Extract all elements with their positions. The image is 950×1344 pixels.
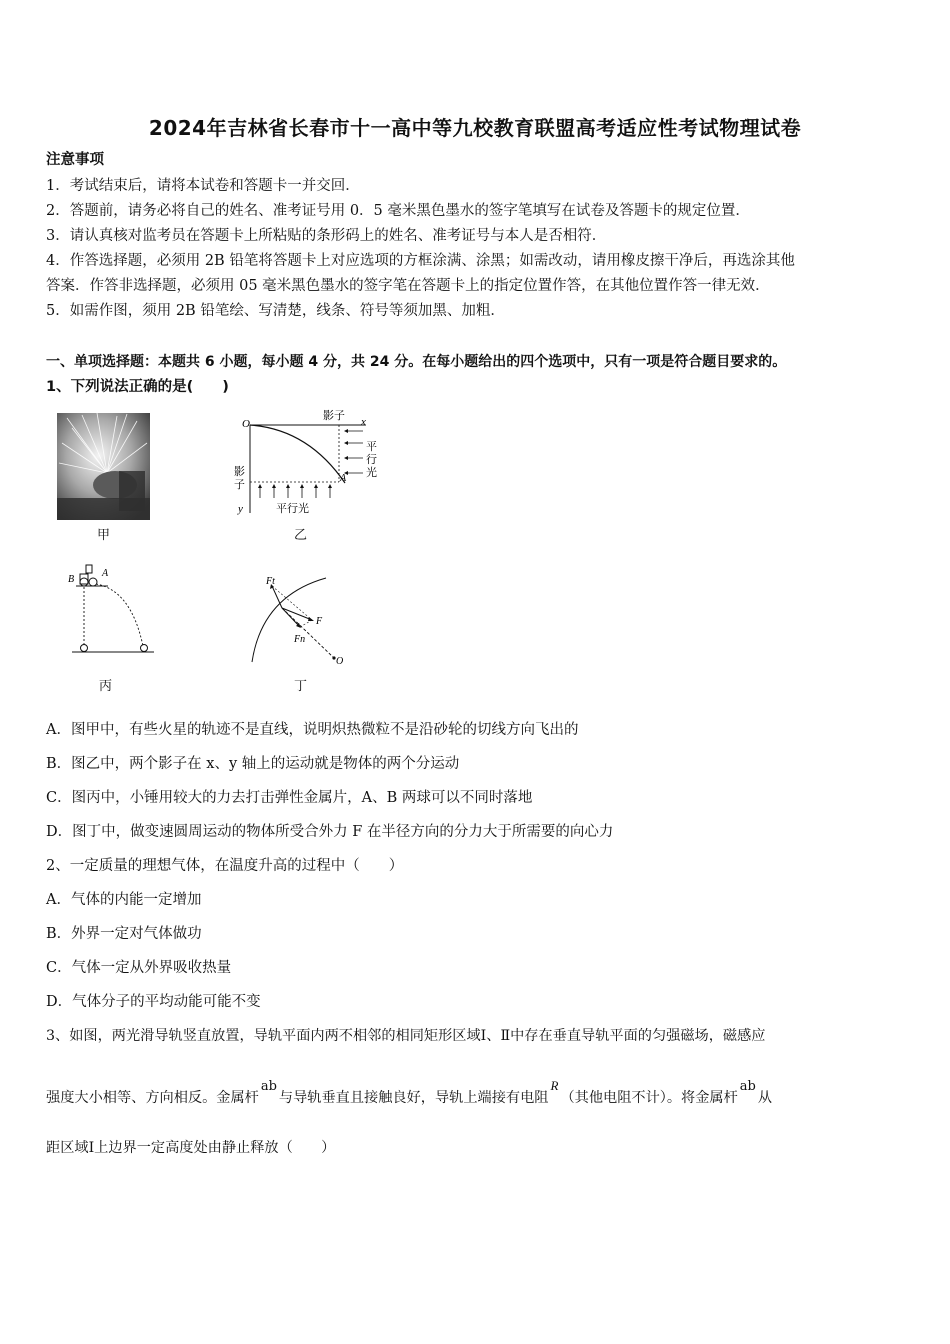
q3-ab-2: ab xyxy=(739,1079,756,1094)
notice-item: 答案．作答非选择题，必须用 05 毫米黑色墨水的签字笔在答题卡上的指定位置作答，在其他位置作答一律无效． xyxy=(46,278,770,294)
question-1-option-c: C．图丙中，小锤用较大的力去打击弹性金属片，A、B 两球可以不同时落地 xyxy=(46,790,533,806)
figure-yi-caption: 乙 xyxy=(294,528,308,543)
question-2-option-a: A．气体的内能一定增加 xyxy=(46,892,202,908)
yi-label-ping: 平 xyxy=(366,441,377,453)
q3-text-d: 从 xyxy=(757,1090,773,1106)
question-2-stem: 2、一定质量的理想气体，在温度升高的过程中（ ） xyxy=(46,858,404,874)
yi-label-xing: 行 xyxy=(366,454,377,466)
yi-label-ying: 影 xyxy=(234,466,245,478)
question-3-line-3: 距区域Ⅰ上边界一定高度处由静止释放（ ） xyxy=(46,1140,336,1156)
notice-item: 2．答题前，请务必将自己的姓名、准考证号用 0．5 毫米黑色墨水的签字笔填写在试卷及答题卡的规定位置． xyxy=(46,203,750,219)
question-1-stem: 1、下列说法正确的是( ) xyxy=(46,379,229,395)
figure-ding-diagram xyxy=(238,572,344,667)
ding-label-fn: Fn xyxy=(294,634,306,645)
notice-heading: 注意事项 xyxy=(46,152,104,168)
yi-label-guang: 光 xyxy=(366,467,377,479)
q3-ab-1: ab xyxy=(260,1079,277,1094)
question-1-option-b: B．图乙中，两个影子在 x、y 轴上的运动就是物体的两个分运动 xyxy=(46,756,460,772)
notice-item: 4．作答选择题，必须用 2B 铅笔将答题卡上对应选项的方框涂满、涂黑；如需改动，请用橡皮擦干净后，再选涂其他 xyxy=(46,253,795,269)
question-1-option-d: D．图丁中，做变速圆周运动的物体所受合外力 F 在半径方向的分力大于所需要的向心力 xyxy=(46,824,614,840)
yi-label-a: A xyxy=(340,473,347,484)
section-heading: 一、单项选择题：本题共 6 小题，每小题 4 分，共 24 分。在每小题给出的四个选项中，只有一项是符合题目要求的。 xyxy=(46,354,787,370)
yi-label-y: y xyxy=(238,503,243,515)
figure-jia-photo xyxy=(57,413,150,520)
question-2-option-b: B．外界一定对气体做功 xyxy=(46,926,202,942)
yi-label-zi: 子 xyxy=(234,479,245,491)
q3-text-b: 与导轨垂直且接触良好，导轨上端接有电阻 xyxy=(278,1090,549,1106)
question-3-line-1: 3、如图，两光滑导轨竖直放置，导轨平面内两不相邻的相同矩形区域Ⅰ、Ⅱ中存在垂直导轨平面的匀强磁场，磁感应 xyxy=(46,1028,766,1044)
notice-item: 1．考试结束后，请将本试卷和答题卡一并交回． xyxy=(46,178,360,194)
figure-bing-caption: 丙 xyxy=(99,679,113,694)
yi-label-x: x xyxy=(361,416,366,428)
question-2-option-d: D．气体分子的平均动能可能不变 xyxy=(46,994,261,1010)
question-1-option-a: A．图甲中，有些火星的轨迹不是直线，说明炽热微粒不是沿砂轮的切线方向飞出的 xyxy=(46,722,579,738)
yi-label-shadow-top: 影子 xyxy=(323,410,345,422)
ding-label-o: O xyxy=(336,656,344,667)
question-2-option-c: C．气体一定从外界吸收热量 xyxy=(46,960,232,976)
ding-label-ft: Ft xyxy=(266,576,275,587)
figure-yi-diagram xyxy=(228,405,388,520)
bing-label-a: A xyxy=(102,568,109,579)
page-title: 2024年吉林省长春市十一高中等九校教育联盟高考适应性考试物理试卷 xyxy=(148,116,802,140)
q3-text-c: （其他电阻不计）。将金属杆 xyxy=(560,1090,738,1106)
figure-ding-caption: 丁 xyxy=(294,679,308,694)
notice-item: 5．如需作图，须用 2B 铅笔绘、写清楚，线条、符号等须加黑、加粗． xyxy=(46,303,505,319)
figure-bing-diagram xyxy=(66,560,161,660)
yi-label-origin: O xyxy=(242,418,250,430)
q3-r: R xyxy=(550,1078,559,1093)
question-3-line-2 xyxy=(46,1078,773,1109)
q3-text-a: 强度大小相等、方向相反。金属杆 xyxy=(46,1090,259,1106)
figure-jia-caption: 甲 xyxy=(97,528,111,543)
yi-label-parallel-bottom: 平行光 xyxy=(276,503,309,515)
notice-item: 3．请认真核对监考员在答题卡上所粘贴的条形码上的姓名、准考证号与本人是否相符． xyxy=(46,228,607,244)
ding-label-f: F xyxy=(316,616,323,627)
bing-label-b: B xyxy=(68,574,75,585)
